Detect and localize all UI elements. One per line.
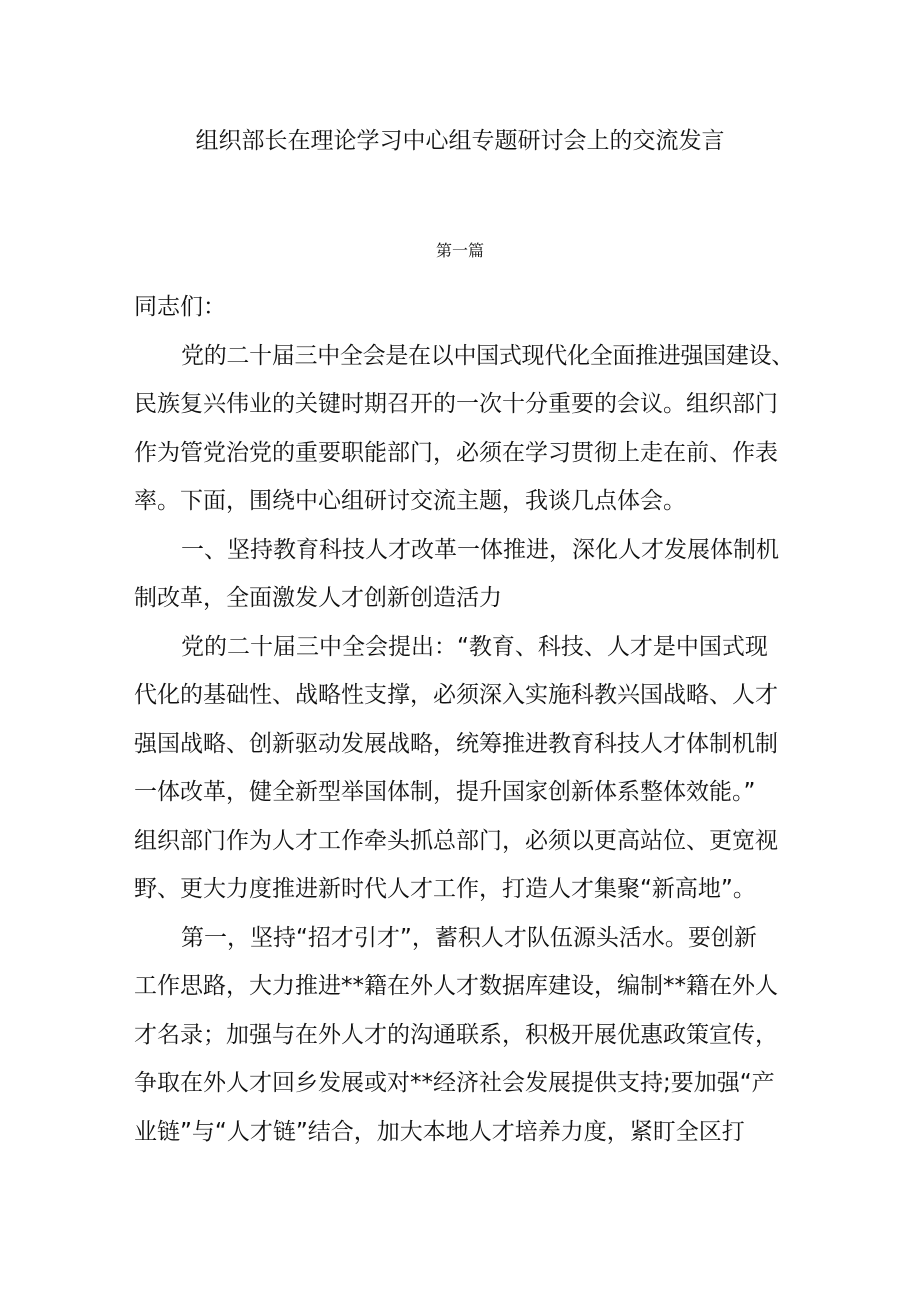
body-line: 率。下面，围绕中心组研讨交流主题，我谈几点体会。 (134, 488, 686, 514)
body-line: 野、更大力度推进新时代人才工作，打造人才集聚“新高地”。 (134, 876, 756, 902)
body-line: 才名录；加强与在外人才的沟通联系，积极开展优惠政策宣传， (134, 1021, 778, 1048)
document-body (134, 283, 794, 1156)
body-line: 党的二十届三中全会是在以中国式现代化全面推进强国建设、 (181, 342, 794, 369)
section-label: 第一篇 (435, 241, 484, 260)
body-line: 代化的基础性、战略性支撑，必须深入实施科教兴国战略、人才 (134, 682, 778, 708)
body-line: 党的二十届三中全会提出：“教育、科技、人才是中国式现 (181, 633, 768, 660)
body-line: 第一，坚持“招才引才”，蓄积人才队伍源头活水。要创新 (181, 924, 757, 951)
body-line: 一、坚持教育科技人才改革一体推进，深化人才发展体制机 (181, 536, 779, 563)
body-line: 民族复兴伟业的关键时期召开的一次十分重要的会议。组织部门 (134, 391, 778, 417)
body-line: 作为管党治党的重要职能部门，必须在学习贯彻上走在前、作表 (134, 439, 778, 466)
document-title: 组织部长在理论学习中心组专题研讨会上的交流发言 (195, 128, 725, 154)
body-line: 制改革，全面激发人才创新创造活力 (134, 585, 502, 611)
body-line: 工作思路，大力推进**籍在外人才数据库建设，编制**籍在外人 (134, 973, 778, 999)
body-line: 一体改革，健全新型举国体制，提升国家创新体系整体效能。” (134, 779, 756, 805)
body-line: 争取在外人才回乡发展或对**经济社会发展提供支持;要加强“产 (134, 1070, 775, 1096)
body-line: 强国战略、创新驱动发展战略，统筹推进教育科技人才体制机制 (134, 730, 778, 757)
body-line: 业链”与“人才链”结合，加大本地人才培养力度，紧盯全区打 (134, 1118, 745, 1145)
body-line: 组织部门作为人才工作牵头抓总部门，必须以更高站位、更宽视 (134, 827, 778, 854)
body-line: 同志们： (134, 294, 226, 320)
